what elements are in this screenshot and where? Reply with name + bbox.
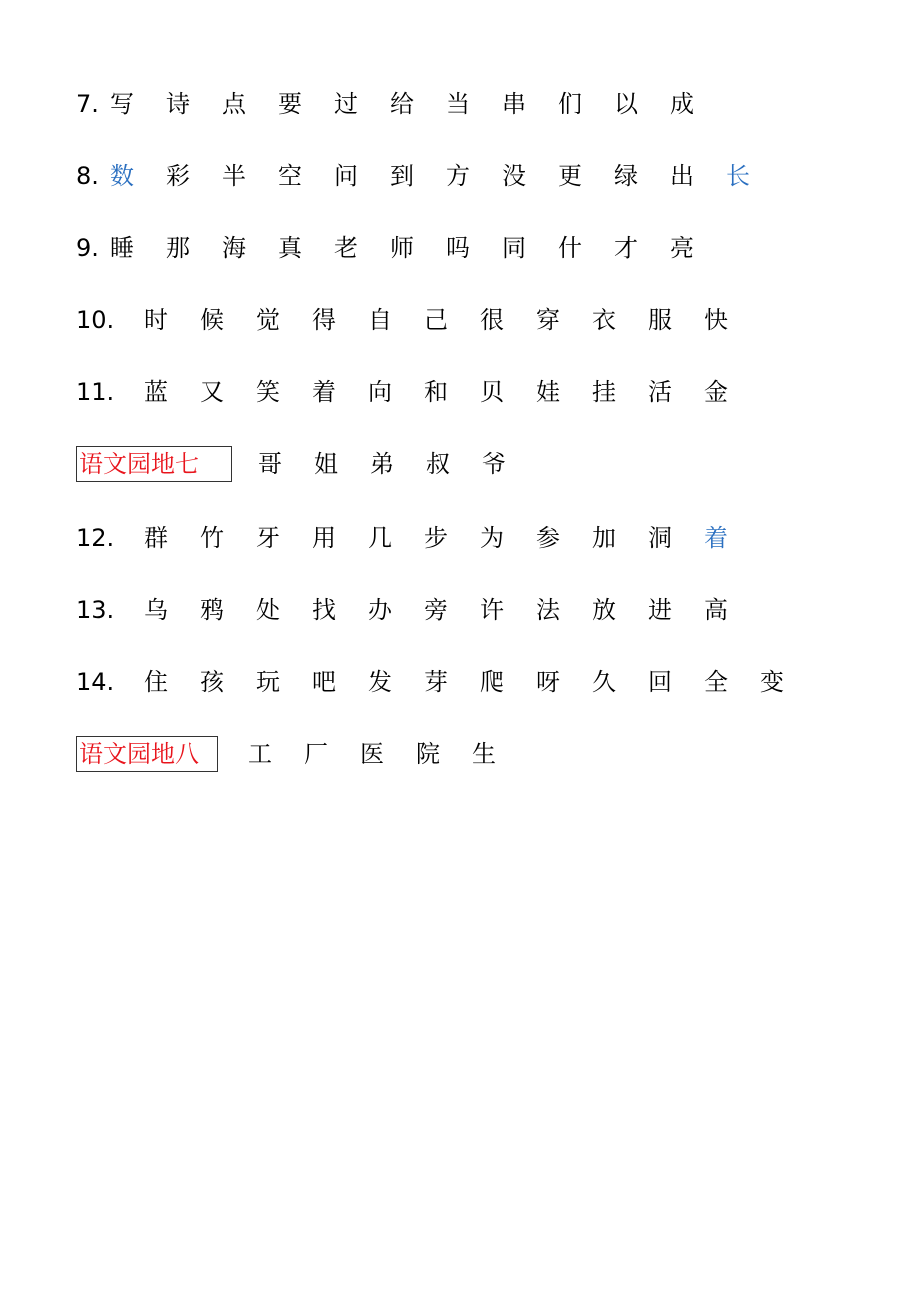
lesson-number: 12. [76, 524, 115, 552]
character: 才 [614, 234, 638, 262]
character: 玩 [256, 668, 280, 696]
character: 数 [110, 162, 134, 190]
character: 进 [648, 596, 672, 624]
character: 牙 [256, 524, 280, 552]
character: 哥 [258, 450, 282, 478]
character: 时 [144, 306, 168, 334]
character: 旁 [424, 596, 448, 624]
character-group [144, 300, 760, 340]
character-group [144, 518, 760, 558]
character: 医 [360, 740, 384, 768]
character: 爷 [482, 450, 506, 478]
character: 到 [390, 162, 414, 190]
character: 真 [278, 234, 302, 262]
character: 得 [312, 306, 336, 334]
character-group [110, 84, 726, 124]
character: 住 [144, 668, 168, 696]
character: 洞 [648, 524, 672, 552]
character-group [144, 662, 816, 702]
character: 吗 [446, 234, 470, 262]
character: 群 [144, 524, 168, 552]
character: 什 [558, 234, 582, 262]
character: 工 [248, 740, 272, 768]
character: 当 [446, 90, 470, 118]
character: 半 [222, 162, 246, 190]
character: 弟 [370, 450, 394, 478]
character: 高 [704, 596, 728, 624]
lesson-row [76, 300, 760, 340]
character: 全 [704, 668, 728, 696]
garden-row [76, 734, 528, 774]
character: 睡 [110, 234, 134, 262]
character: 问 [334, 162, 358, 190]
character: 放 [592, 596, 616, 624]
character: 回 [648, 668, 672, 696]
lesson-number: 8. [76, 162, 99, 190]
lesson-number: 13. [76, 596, 115, 624]
character: 方 [446, 162, 470, 190]
character-group [144, 590, 760, 630]
character: 又 [200, 378, 224, 406]
character: 和 [424, 378, 448, 406]
lesson-row [76, 156, 782, 196]
character: 金 [704, 378, 728, 406]
garden-section-label: 语文园地七 [76, 446, 232, 482]
character: 活 [648, 378, 672, 406]
character: 笑 [256, 378, 280, 406]
character: 长 [726, 162, 750, 190]
lesson-number: 10. [76, 306, 115, 334]
character: 过 [334, 90, 358, 118]
lesson-number: 14. [76, 668, 115, 696]
character: 着 [704, 524, 728, 552]
lesson-row [76, 662, 816, 702]
character: 久 [592, 668, 616, 696]
character: 变 [760, 668, 784, 696]
character: 厂 [304, 740, 328, 768]
character-group [258, 444, 538, 484]
character: 呀 [536, 668, 560, 696]
character: 己 [424, 306, 448, 334]
character: 几 [368, 524, 392, 552]
character: 找 [312, 596, 336, 624]
character: 同 [502, 234, 526, 262]
character: 绿 [614, 162, 638, 190]
character: 叔 [426, 450, 450, 478]
character: 海 [222, 234, 246, 262]
character: 娃 [536, 378, 560, 406]
character: 彩 [166, 162, 190, 190]
character-group [110, 228, 726, 268]
lesson-number: 11. [76, 378, 115, 406]
character: 贝 [480, 378, 504, 406]
character: 许 [480, 596, 504, 624]
character: 快 [704, 306, 728, 334]
character: 为 [480, 524, 504, 552]
character: 候 [200, 306, 224, 334]
character: 生 [472, 740, 496, 768]
character: 鸦 [200, 596, 224, 624]
character: 着 [312, 378, 336, 406]
character: 用 [312, 524, 336, 552]
character: 加 [592, 524, 616, 552]
character: 亮 [670, 234, 694, 262]
garden-section-label: 语文园地八 [76, 736, 218, 772]
character: 服 [648, 306, 672, 334]
character: 竹 [200, 524, 224, 552]
character: 爬 [480, 668, 504, 696]
character: 办 [368, 596, 392, 624]
character: 孩 [200, 668, 224, 696]
character-group [110, 156, 782, 196]
character-group [248, 734, 528, 774]
lesson-row [76, 590, 760, 630]
character: 给 [390, 90, 414, 118]
character: 穿 [536, 306, 560, 334]
character: 姐 [314, 450, 338, 478]
character-group [144, 372, 760, 412]
lesson-row [76, 228, 726, 268]
character: 很 [480, 306, 504, 334]
character: 步 [424, 524, 448, 552]
character: 那 [166, 234, 190, 262]
character: 吧 [312, 668, 336, 696]
character: 法 [536, 596, 560, 624]
character: 们 [558, 90, 582, 118]
lesson-row [76, 84, 726, 124]
character: 蓝 [144, 378, 168, 406]
character: 参 [536, 524, 560, 552]
character: 院 [416, 740, 440, 768]
character: 出 [670, 162, 694, 190]
character: 更 [558, 162, 582, 190]
lesson-number: 7. [76, 90, 99, 118]
character: 要 [278, 90, 302, 118]
character: 串 [502, 90, 526, 118]
character: 向 [368, 378, 392, 406]
character: 写 [110, 90, 134, 118]
character: 觉 [256, 306, 280, 334]
character: 点 [222, 90, 246, 118]
character: 自 [368, 306, 392, 334]
character: 芽 [424, 668, 448, 696]
character: 乌 [144, 596, 168, 624]
garden-row [76, 444, 538, 484]
character: 诗 [166, 90, 190, 118]
character: 老 [334, 234, 358, 262]
character: 挂 [592, 378, 616, 406]
lesson-row [76, 372, 760, 412]
lesson-number: 9. [76, 234, 99, 262]
character: 空 [278, 162, 302, 190]
character: 发 [368, 668, 392, 696]
character: 成 [670, 90, 694, 118]
character: 没 [502, 162, 526, 190]
character: 以 [614, 90, 638, 118]
character: 衣 [592, 306, 616, 334]
lesson-row [76, 518, 760, 558]
character: 师 [390, 234, 414, 262]
character: 处 [256, 596, 280, 624]
